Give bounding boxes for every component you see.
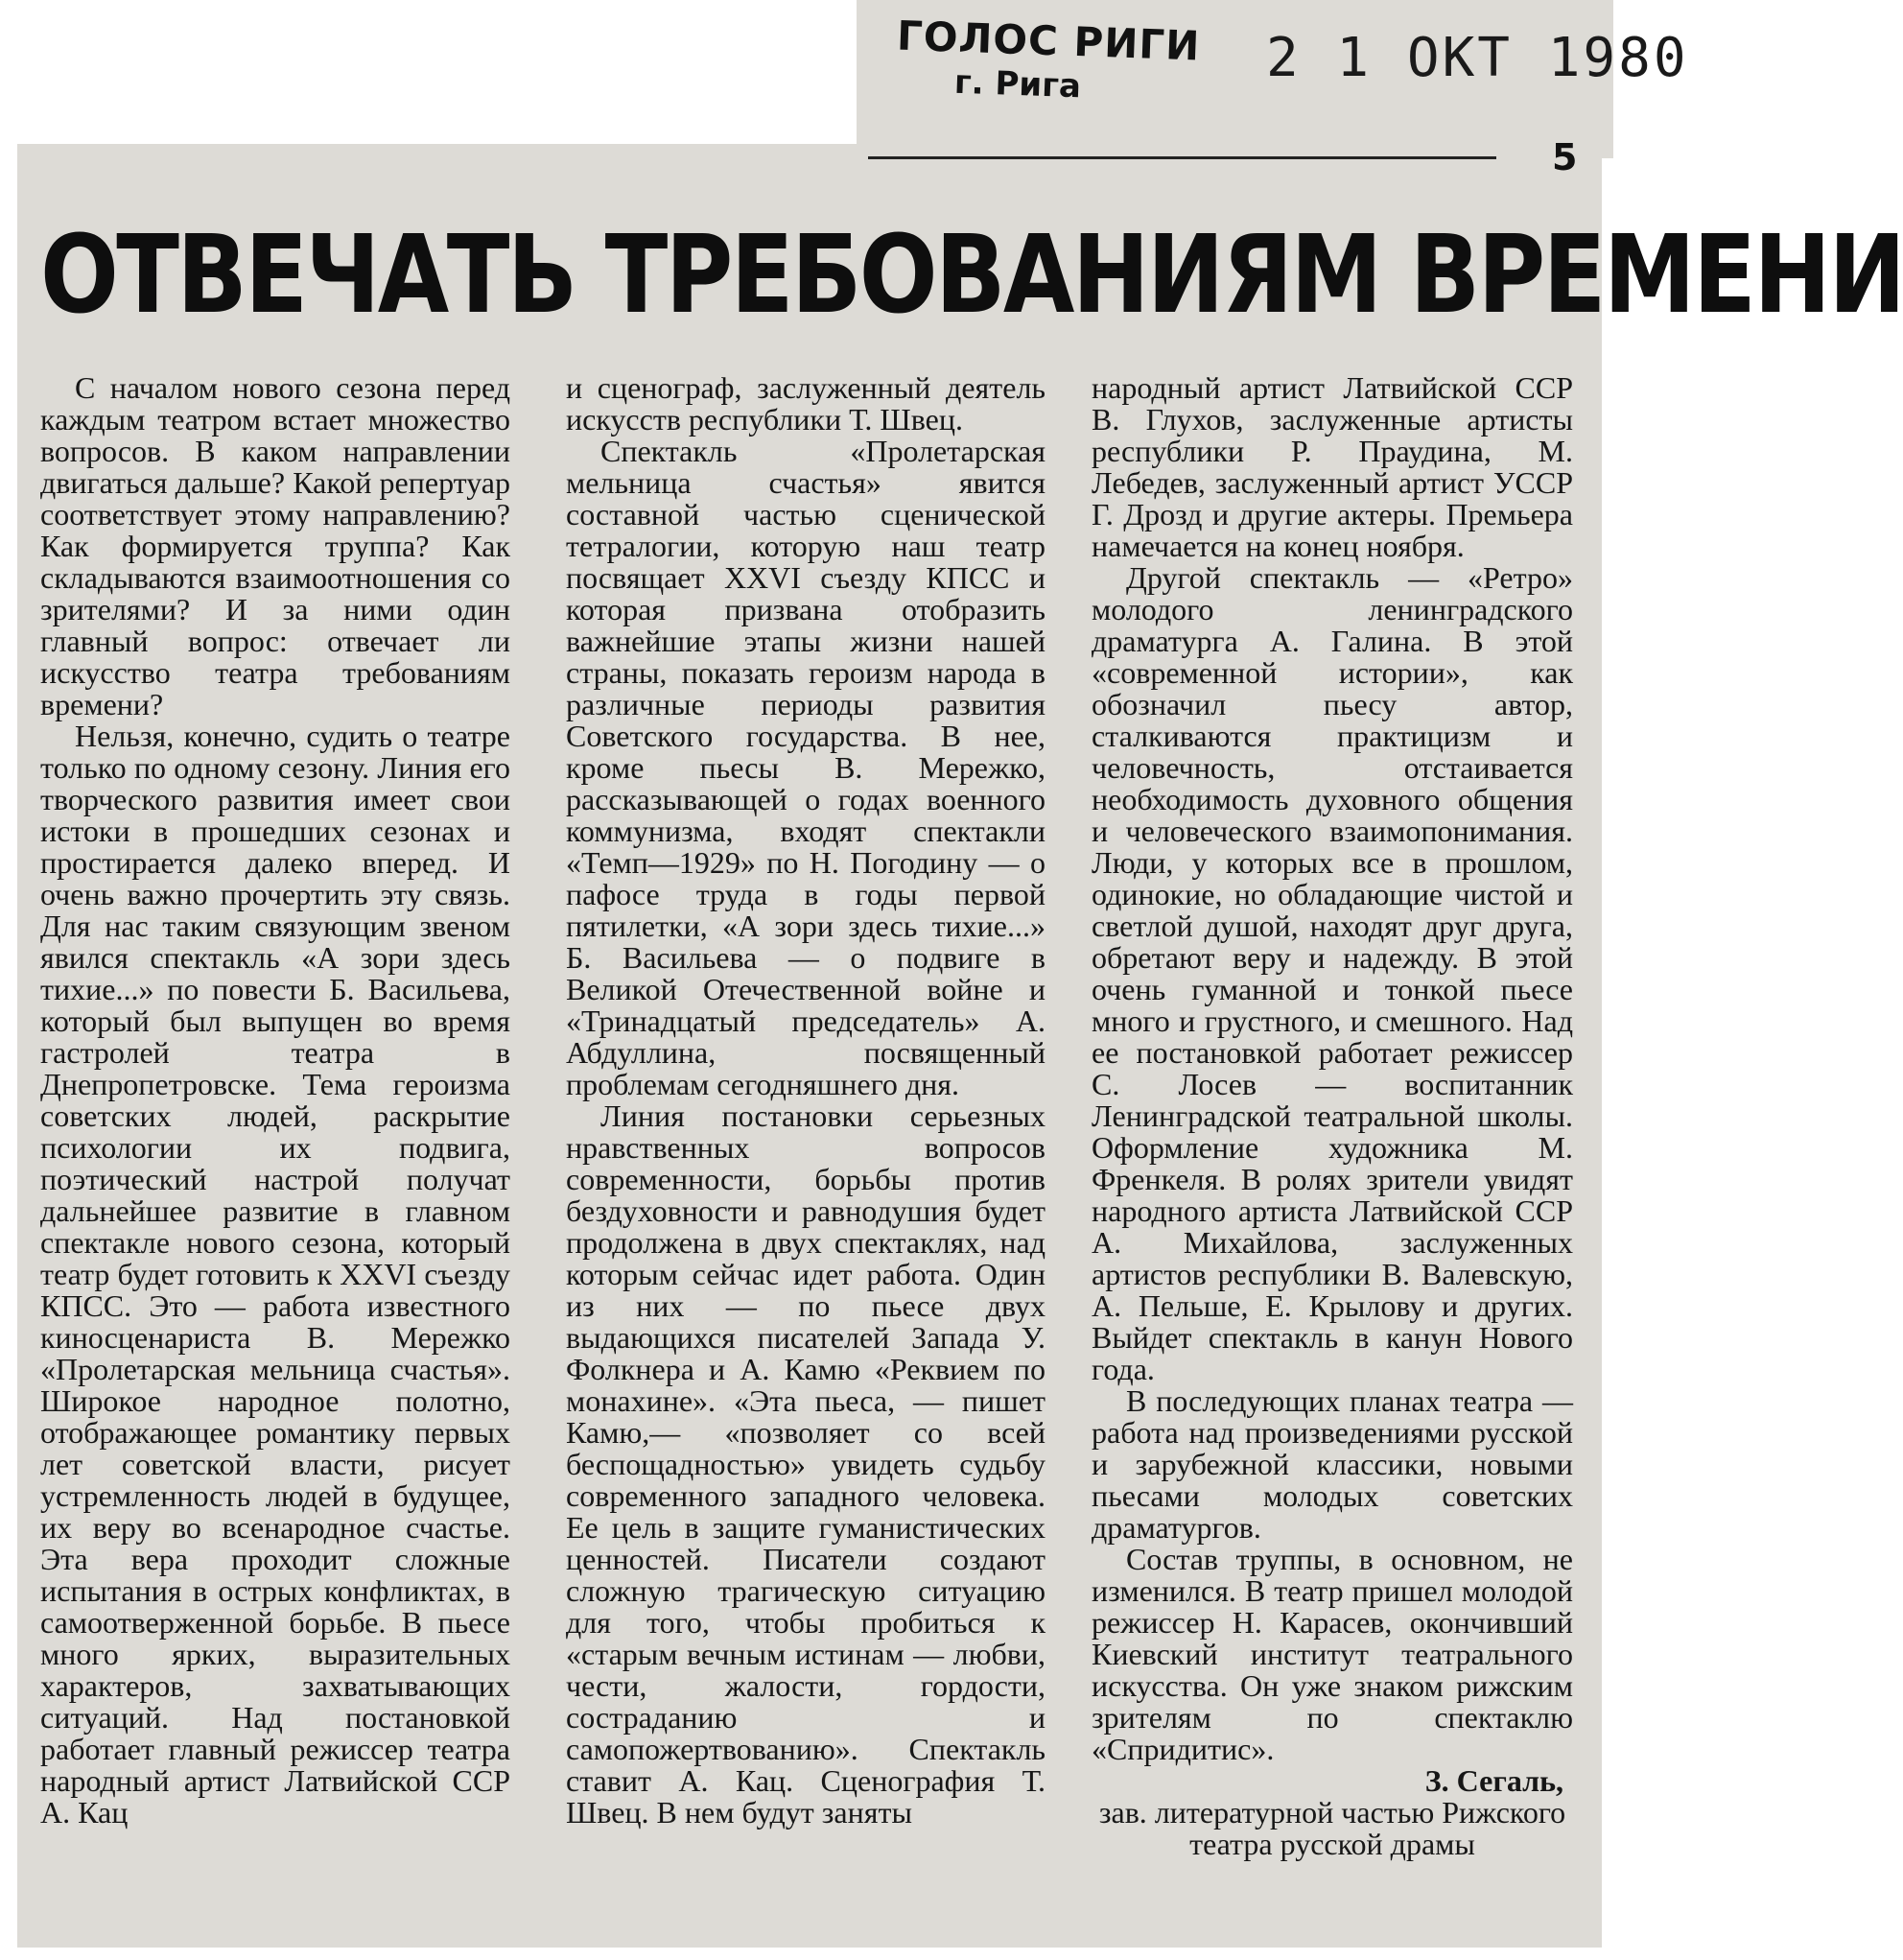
stamp-city: г. Рига	[953, 62, 1082, 106]
paragraph: Спектакль «Пролетарская мельница счастья» явится составной частью сценической тетралогии, которую наш театр посвящает XXVI съезду КПСС и которая призвана отобразить важнейшие этапы жизни нашей страны, показать героизм народа в различные периоды развития Советского государства. В нее, кроме пьесы В. Мережко, рассказывающей о годах военного коммунизма, входят спектакли «Темп—1929» по Н. Погодину — о пафосе труда в годы первой пятилетки, «А зори здесь тихие...» Б. Васильева — о подвиге в Великой Отечественной войне и «Тринадцатый председатель» А. Абдуллина, посвященный проблемам сегодняшнего дня.	[566, 434, 1045, 1101]
stamp-newspaper-name: ГОЛОС РИГИ	[896, 12, 1202, 70]
article-column-3	[1092, 372, 1573, 1860]
paragraph: Линия постановки серьезных нравственных вопросов современности, борьбы против бездуховности и равнодушия будет продолжена в двух спектаклях, над которым сейчас идет работа. Один из них — по пьесе двух выдающихся писателей Запада У. Фолкнера и А. Камю «Реквием по монахине». «Эта пьеса, — пишет Камю,— «позволяет со всей беспощадностью» увидеть судьбу современного западного человека. Ее цель в защите гуманистических ценностей. Писатели создают сложную трагическую ситуацию для того, чтобы пробиться к «старым вечным истинам — любви, чести, жалости, гордости, состраданию и самопожертвованию». Спектакль ставит А. Кац. Сценография Т. Швец. В нем будут заняты	[566, 1098, 1045, 1830]
author-signature: З. Сегаль,	[1424, 1763, 1563, 1798]
article-column-1	[40, 372, 510, 1829]
header-rule	[868, 156, 1496, 159]
paragraph: Состав труппы, в основном, не изменился. В театр пришел молодой режиссер Н. Карасев, окончивший Киевский институт театрального искусства. Он уже знаком рижским зрителям по спектаклю «Спридитис».	[1092, 1542, 1573, 1766]
paragraph: Нельзя, конечно, судить о театре только по одному сезону. Линия его творческого развития имеет свои истоки в прошедших сезонах и простирается далеко вперед. И очень важно прочертить эту связь. Для нас таким связующим звеном явился спектакль «А зори здесь тихие...» по повести Б. Васильева, который был выпущен во время гастролей театра в Днепропетровске. Тема героизма советских людей, раскрытие психологии их подвига, поэтический настрой получат дальнейшее развитие в главном спектакле нового сезона, который театр будет готовить к XXVI съезду КПСС. Это — работа известного киносценариста В. Мережко «Пролетарская мельница счастья». Широкое народное полотно, отображающее романтику первых лет советской власти, рисует устремленность людей в будущее, их веру во всенародное счастье. Эта вера проходит сложные испытания в острых конфликтах, в самоотверженной борьбе. В пьесе много ярких, выразительных характеров, захватывающих ситуаций. Над постановкой работает главный режиссер театра народный артист Латвийской ССР А. Кац	[40, 719, 510, 1830]
author-role: зав. литературной частью Рижского театра русской драмы	[1098, 1795, 1566, 1861]
paragraph: В последующих планах театра — работа над произведениями русской и зарубежной классики, новыми пьесами молодых советских драматургов.	[1092, 1383, 1573, 1545]
page-number: 5	[1552, 136, 1578, 178]
paragraph: и сценограф, заслуженный деятель искусств республики Т. Швец.	[566, 370, 1045, 437]
article-column-2	[566, 372, 1045, 1829]
paragraph: С началом нового сезона перед каждым театром встает множество вопросов. В каком направлении двигаться дальше? Какой репертуар соответствует этому направлению? Как формируется труппа? Как складываются взаимоотношения со зрителями? И за ними один главный вопрос: отвечает ли искусство театра требованиям времени?	[40, 370, 510, 721]
article-headline: ОТВЕЧАТЬ ТРЕБОВАНИЯМ ВРЕМЕНИ	[40, 213, 1903, 338]
stamp-date: 2 1 ОКТ 1980	[1266, 27, 1689, 89]
paragraph: народный артист Латвийской ССР В. Глухов, заслуженные артисты республики Р. Праудина, М. Лебедев, заслуженный артист УССР Г. Дрозд и другие актеры. Премьера намечается на конец ноября.	[1092, 370, 1573, 563]
paragraph: Другой спектакль — «Ретро» молодого ленинградского драматурга А. Галина. В этой «современной истории», как обозначил пьесу автор, сталкиваются практицизм и человечность, отстаивается необходимость духовного общения и человеческого взаимопонимания. Люди, у которых все в прошлом, одинокие, но обладающие чистой и светлой душой, находят друг друга, обретают веру и надежду. В этой очень гуманной и тонкой пьесе много и грустного, и смешного. Над ее постановкой работает режиссер С. Лосев — воспитанник Ленинградской театральной школы. Оформление художника М. Френкеля. В ролях зрители увидят народного артиста Латвийской ССР А. Михайлова, заслуженных артистов республики В. Валевскую, А. Пельше, Е. Крылову и других. Выйдет спектакль в канун Нового года.	[1092, 560, 1573, 1386]
